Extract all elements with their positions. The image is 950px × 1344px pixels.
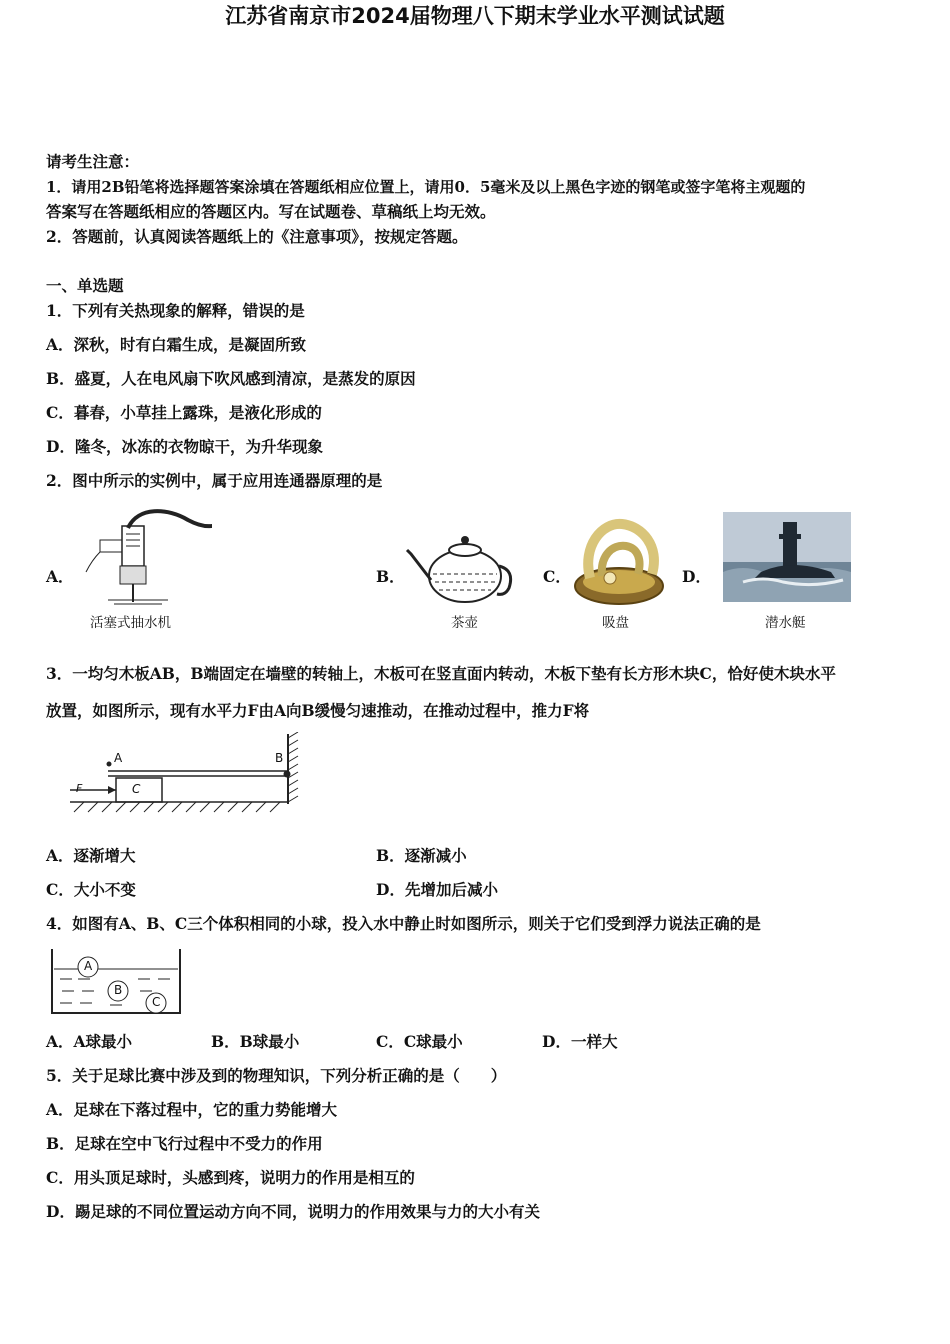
notice-line-2: 2．答题前，认真阅读答题纸上的《注意事项》，按规定答题。 <box>46 227 468 246</box>
q4-option-b: B．B球最小 <box>211 1032 300 1051</box>
q2-option-b-label: B． <box>376 567 405 586</box>
q1-option-a: A．深秋，时有白霜生成，是凝固所致 <box>46 335 307 354</box>
q2-caption-c: 吸盘 <box>602 615 629 631</box>
notice-line-1a: 1．请用2B铅笔将选择题答案涂填在答题纸相应位置上，请用0．5毫米及以上黑色字迹的钢笔或签字笔将主观题的 <box>46 178 806 196</box>
q5-option-b: B．足球在空中飞行过程中不受力的作用 <box>46 1134 323 1153</box>
teapot-figure <box>405 528 515 608</box>
q3-fig-label-f: F <box>76 782 83 795</box>
lever-figure <box>70 732 310 827</box>
q2-caption-b: 茶壶 <box>451 615 478 631</box>
q4-option-a: A．A球最小 <box>46 1032 133 1051</box>
q1-option-c: C．暮春，小草挂上露珠，是液化形成的 <box>46 403 322 422</box>
q2-option-a-label: A． <box>46 567 74 586</box>
suction-cup-figure <box>572 516 666 608</box>
q5-option-d: D．踢足球的不同位置运动方向不同，说明力的作用效果与力的大小有关 <box>46 1202 540 1221</box>
q4-fig-label-a: A <box>84 959 93 973</box>
q2-stem: 2．图中所示的实例中，属于应用连通器原理的是 <box>46 471 383 490</box>
q1-option-d: D．隆冬，冰冻的衣物晾干，为升华现象 <box>46 437 323 456</box>
q2-caption-d: 潜水艇 <box>765 615 806 631</box>
section-heading: 一、单选题 <box>46 276 124 295</box>
q3-option-a: A．逐渐增大 <box>46 846 136 865</box>
page-title: 江苏省南京市2024届物理八下期末学业水平测试试题 <box>225 4 725 28</box>
q1-stem: 1．下列有关热现象的解释，错误的是 <box>46 301 305 320</box>
q3-option-b: B．逐渐减小 <box>376 846 467 865</box>
balls-in-water-figure <box>48 947 184 1017</box>
q3-option-d: D．先增加后减小 <box>376 880 498 899</box>
q2-option-d-label: D． <box>682 567 711 586</box>
q4-fig-label-c: C <box>152 995 161 1009</box>
q4-option-d: D．一样大 <box>542 1032 618 1051</box>
pump-figure <box>78 506 218 608</box>
notice-heading: 请考生注意： <box>46 152 140 171</box>
q4-option-c: C．C球最小 <box>376 1032 463 1051</box>
q3-fig-label-a: A <box>114 751 123 765</box>
q4-stem: 4．如图有A、B、C三个体积相同的小球，投入水中静止时如图所示，则关于它们受到浮力说法正确的是 <box>46 914 761 933</box>
submarine-figure <box>723 512 851 602</box>
notice-line-1b: 答案写在答题纸相应的答题区内。写在试题卷、草稿纸上均无效。 <box>46 202 496 221</box>
q5-stem: 5．关于足球比赛中涉及到的物理知识，下列分析正确的是（ ） <box>46 1066 507 1085</box>
q2-caption-a: 活塞式抽水机 <box>90 615 171 631</box>
q1-option-b: B．盛夏，人在电风扇下吹风感到清凉，是蒸发的原因 <box>46 369 416 388</box>
q4-fig-label-b: B <box>114 983 123 997</box>
q3-fig-label-b: B <box>275 751 284 765</box>
q5-option-c: C．用头顶足球时，头感到疼，说明力的作用是相互的 <box>46 1168 415 1187</box>
q2-option-c-label: C． <box>543 567 571 586</box>
q3-stem-line-2: 放置，如图所示，现有水平力F由A向B缓慢匀速推动，在推动过程中，推力F将 <box>46 701 590 720</box>
q3-stem-line-1: 3．一均匀木板AB，B端固定在墙壁的转轴上，木板可在竖直面内转动，木板下垫有长方形木块C，恰好使木块水平 <box>46 664 836 683</box>
q3-fig-label-c: C <box>132 782 141 796</box>
q3-option-c: C．大小不变 <box>46 880 136 899</box>
q5-option-a: A．足球在下落过程中，它的重力势能增大 <box>46 1100 338 1119</box>
